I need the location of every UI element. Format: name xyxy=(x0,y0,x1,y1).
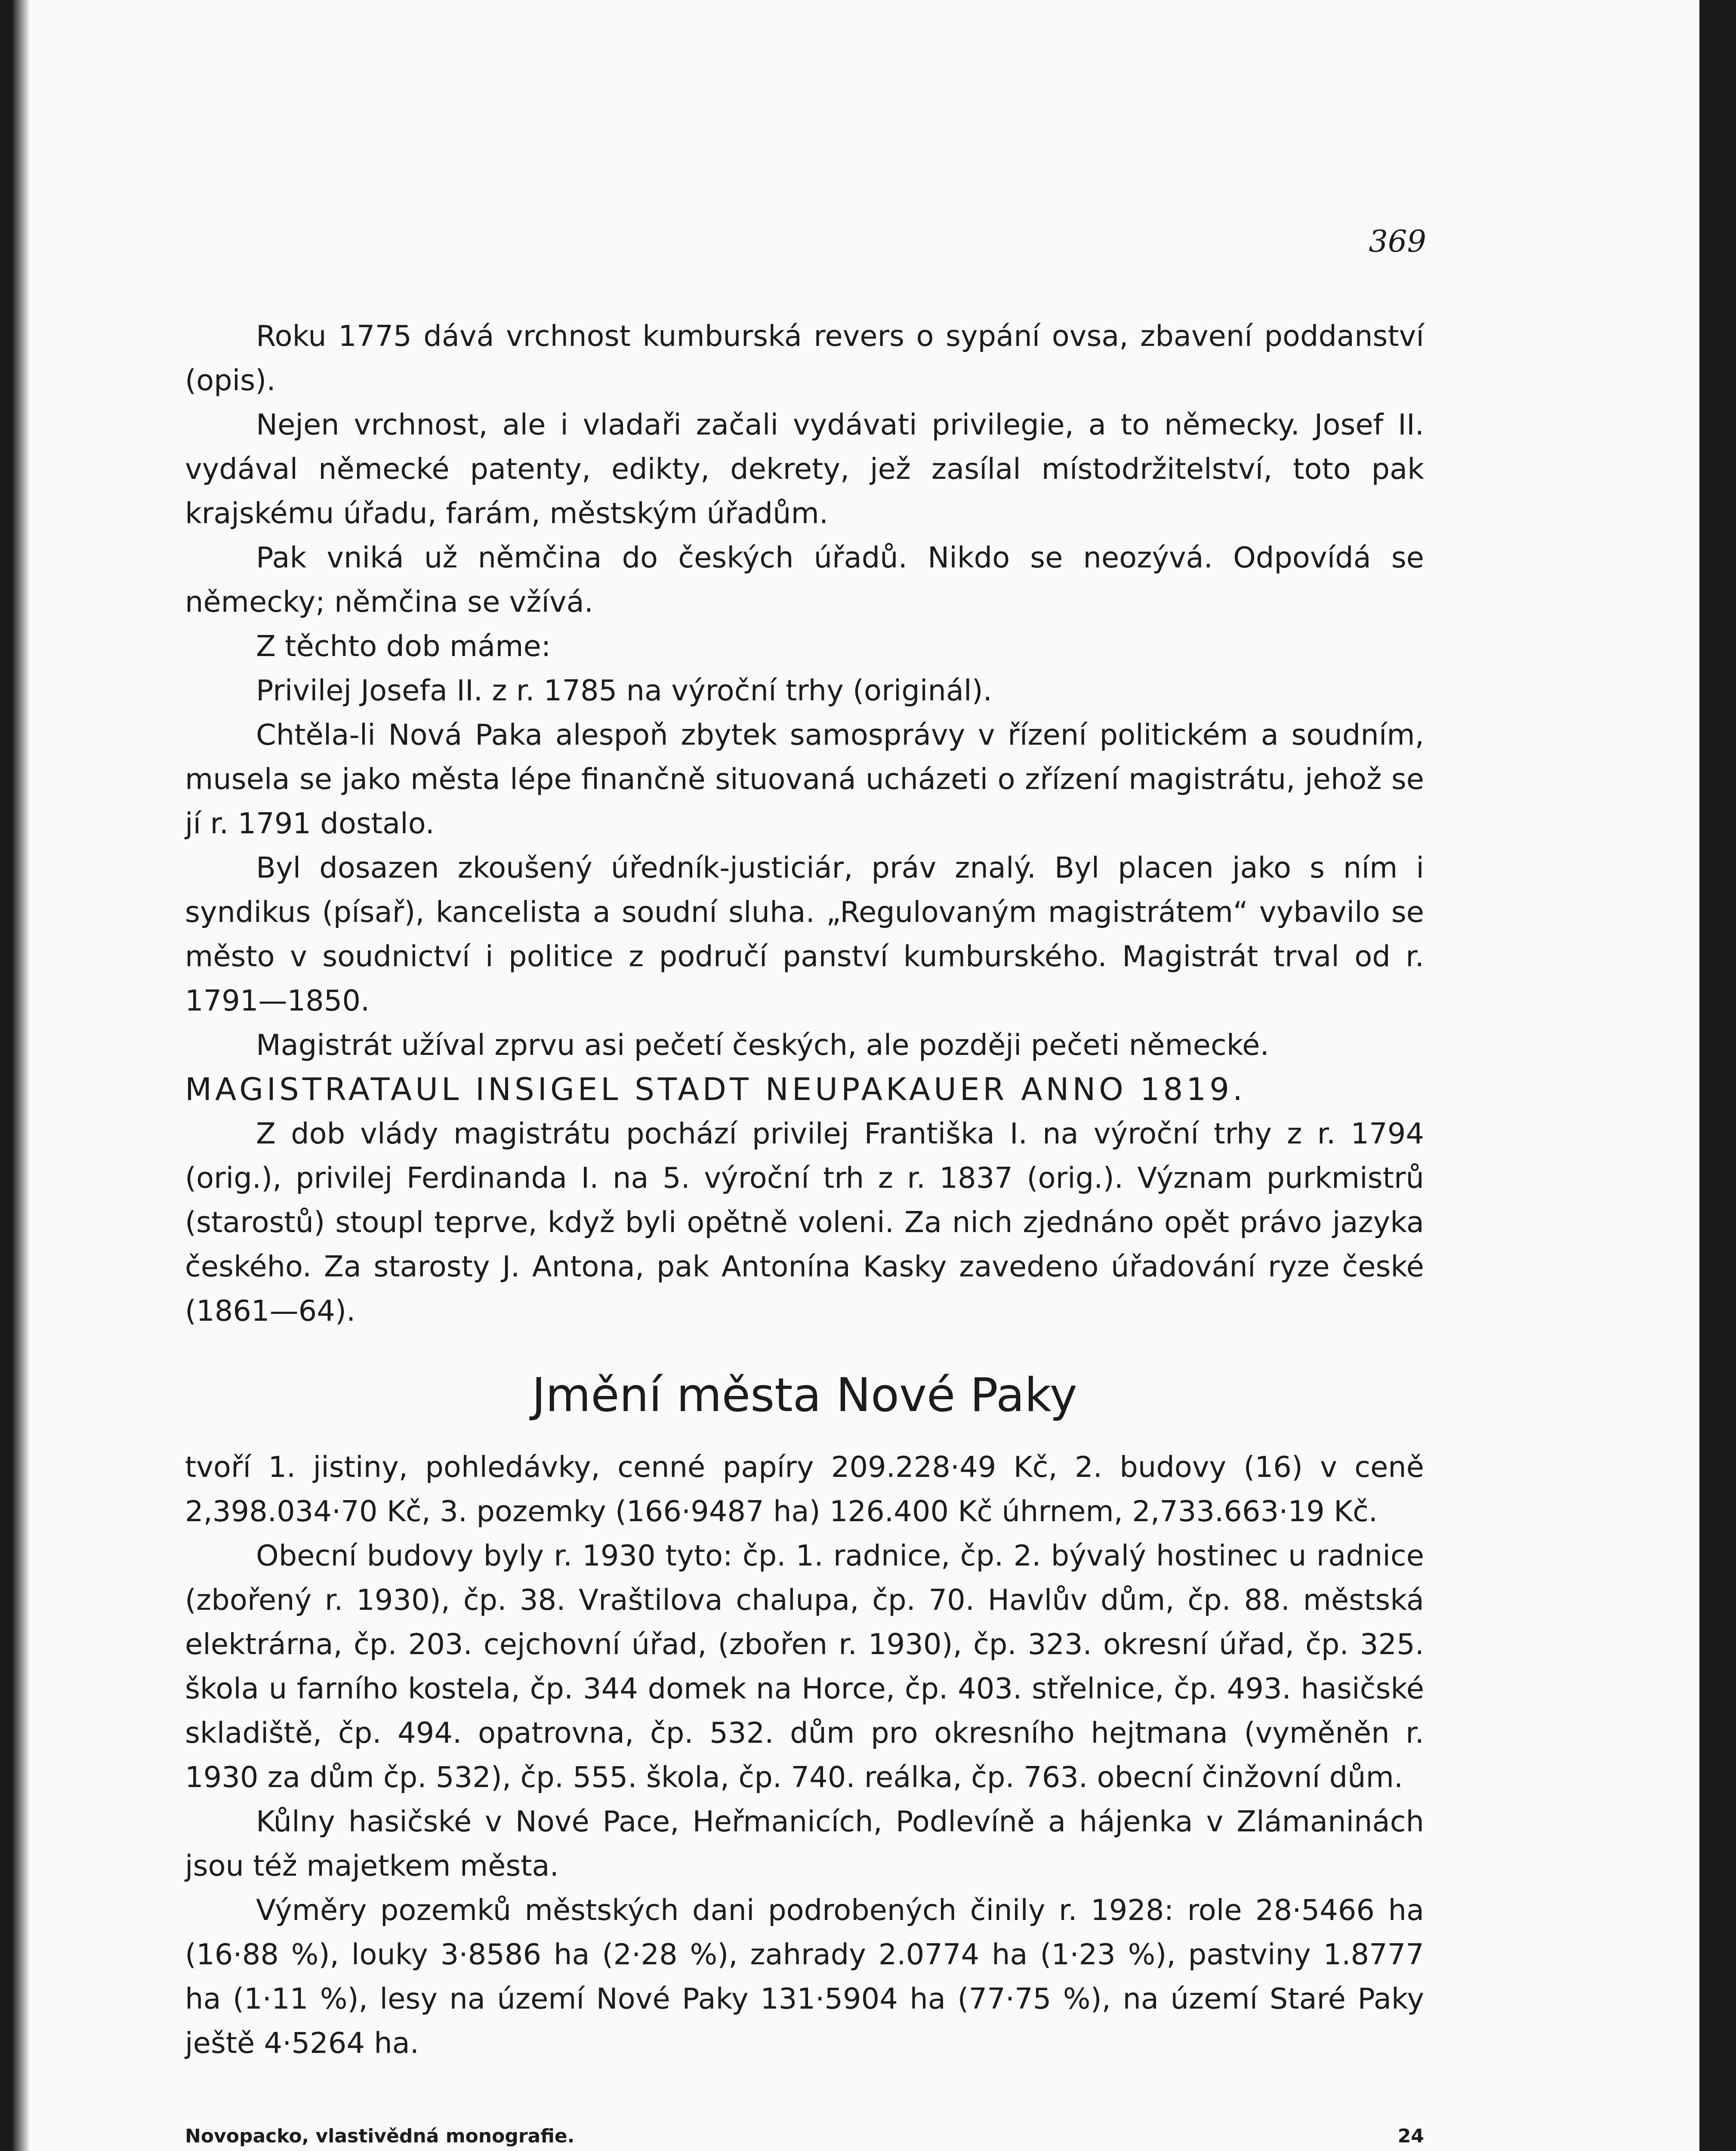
paragraph: Byl dosazen zkoušený úředník-justiciár, práv znalý. Byl placen jako s ním i syndikus (písař), kancelista a soudní sluha. „Regulovaným magistrátem“ vybavilo se město v soudnictví i politice z područí panství kumburského. Magistrát trval od r. 1791—1850. xyxy=(185,851,1424,1017)
seal-inscription: MAGISTRATAUL INSIGEL STADT NEUPAKAUER ANNO 1819. xyxy=(185,1071,1246,1107)
section-heading: Jmění města Nové Paky xyxy=(532,1368,1077,1422)
paragraph: Z dob vlády magistrátu pochází privilej Františka I. na výroční trhy z r. 1794 (orig.), privilej Ferdinanda I. na 5. výroční trh z r. 1837 (orig.). Význam purkmistrů (starostů) stoupl teprve, když byli opětně voleni. Za nich zjednáno opět právo jazyka českého. Za starosty J. Antona, pak Antonína Kasky zavedeno úřadování ryze české (1861—64). xyxy=(185,1117,1424,1328)
footer-book-title: Novopacko, vlastivědná monografie. xyxy=(185,2125,575,2147)
paragraph: Chtěla-li Nová Paka alespoň zbytek samosprávy v řízení politickém a soudním, musela se jako města lépe finančně situovaná ucházeti o zřízení magistrátu, jehož se jí r. 1791 dostalo. xyxy=(185,718,1424,840)
paragraph: Výměry pozemků městských dani podrobených činily r. 1928: role 28·5466 ha (16·88 %), louky 3·8586 ha (2·28 %), zahrady 2.0774 ha (1·23 %), pastviny 1.8777 ha (1·11 %), lesy na území Nové Paky 131·5904 ha (77·75 %), na území Staré Paky ještě 4·5264 ha. xyxy=(185,1893,1424,2060)
paragraph: tvoří 1. jistiny, pohledávky, cenné papíry 209.228·49 Kč, 2. budovy (16) v ceně 2,398.034·70 Kč, 3. pozemky (166·9487 ha) 126.400 Kč úhrnem, 2,733.663·19 Kč. xyxy=(185,1450,1424,1528)
document-page xyxy=(13,0,1699,2151)
paragraph: Roku 1775 dává vrchnost kumburská revers o sypání ovsa, zbavení poddanství (opis). xyxy=(185,319,1424,397)
paragraph: Privilej Josefa II. z r. 1785 na výroční trhy (originál). xyxy=(256,674,993,707)
paragraph: Magistrát užíval zprvu asi pečetí českých, ale později pečeti německé. xyxy=(256,1028,1269,1062)
paragraph: Pak vniká už němčina do českých úřadů. Nikdo se neozývá. Odpovídá se německy; němčina se vžívá. xyxy=(185,541,1424,619)
body-text xyxy=(185,314,1424,2065)
scan-edge-shadow xyxy=(13,0,30,2151)
page-number: 369 xyxy=(1369,224,1426,259)
footer-signature-mark: 24 xyxy=(1397,2125,1424,2147)
paragraph: Kůlny hasičské v Nové Pace, Heřmanicích, Podlevíně a hájenka v Zlámaninách jsou též majetkem města. xyxy=(185,1805,1424,1883)
paragraph: Nejen vrchnost, ale i vladaři začali vydávati privilegie, a to německy. Josef II. vydával německé patenty, edikty, dekrety, jež zasílal místodržitelství, toto pak krajskému úřadu, farám, městským úřadům. xyxy=(185,408,1424,530)
paragraph: Obecní budovy byly r. 1930 tyto: čp. 1. radnice, čp. 2. bývalý hostinec u radnice (zbořený r. 1930), čp. 38. Vraštilova chalupa, čp. 70. Havlův dům, čp. 88. městská elektrárna, čp. 203. cejchovní úřad, (zbořen r. 1930), čp. 323. okresní úřad, čp. 325. škola u farního kostela, čp. 344 domek na Horce, čp. 403. střelnice, čp. 493. hasičské skladiště, čp. 494. opatrovna, čp. 532. dům pro okresního hejtmana (vyměněn r. 1930 za dům čp. 532), čp. 555. škola, čp. 740. reálka, čp. 763. obecní činžovní dům. xyxy=(185,1539,1424,1794)
paragraph: Z těchto dob máme: xyxy=(256,629,551,663)
